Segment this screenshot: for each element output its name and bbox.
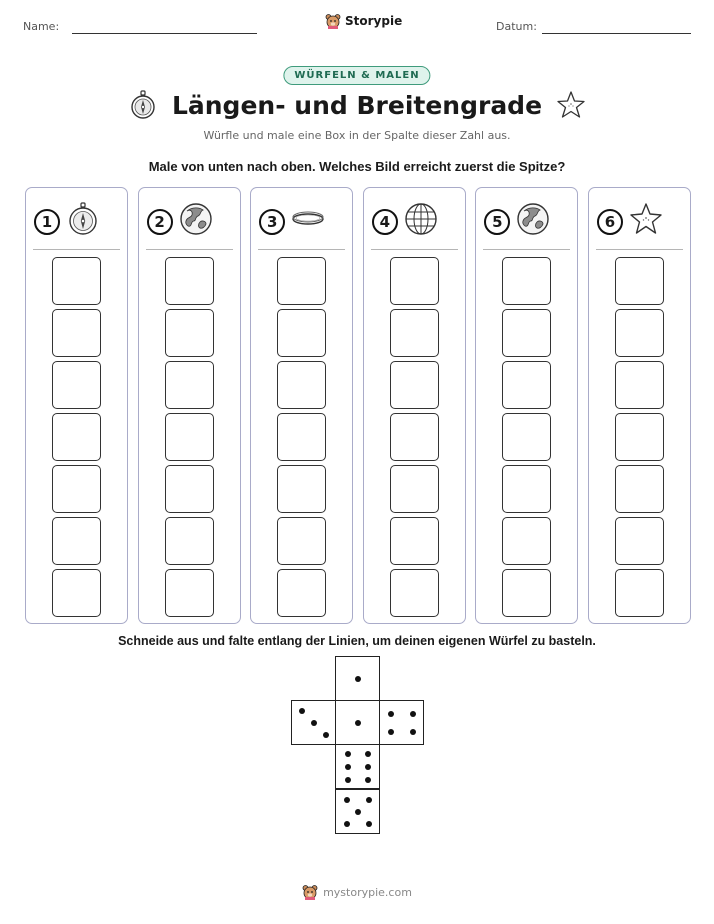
- color-box[interactable]: [52, 361, 101, 409]
- dice-pip: [345, 777, 351, 783]
- dice-pip: [345, 751, 351, 757]
- color-box[interactable]: [165, 309, 214, 357]
- earth-globe-icon: [179, 202, 213, 241]
- dice-pip: [323, 732, 329, 738]
- dice-pip: [355, 676, 361, 682]
- dice-pip: [365, 764, 371, 770]
- dice-pip: [366, 797, 372, 803]
- column-header: [372, 202, 438, 241]
- column-header: [147, 202, 213, 241]
- dice-face-1: [335, 700, 380, 745]
- color-box[interactable]: [615, 413, 664, 461]
- color-box[interactable]: [502, 413, 551, 461]
- color-box[interactable]: [52, 413, 101, 461]
- color-box[interactable]: [52, 569, 101, 617]
- compass-icon: [128, 90, 158, 120]
- column-header: [484, 202, 550, 241]
- color-box[interactable]: [52, 257, 101, 305]
- dice-pip: [344, 797, 350, 803]
- color-box[interactable]: [277, 309, 326, 357]
- color-box[interactable]: [390, 309, 439, 357]
- dice-pip: [365, 751, 371, 757]
- color-box[interactable]: [277, 257, 326, 305]
- dice-column-3: [250, 187, 353, 624]
- color-box[interactable]: [615, 257, 664, 305]
- color-box[interactable]: [390, 465, 439, 513]
- date-line[interactable]: [542, 33, 691, 34]
- color-box[interactable]: [615, 569, 664, 617]
- date-label: Datum:: [496, 20, 537, 33]
- column-number: 4: [372, 209, 398, 235]
- dice-pip: [355, 809, 361, 815]
- color-box[interactable]: [502, 257, 551, 305]
- column-number: 3: [259, 209, 285, 235]
- color-box[interactable]: [615, 517, 664, 565]
- color-box[interactable]: [502, 465, 551, 513]
- dice-pip: [366, 821, 372, 827]
- column-header: [259, 202, 325, 241]
- page-title: Längen- und Breitengrade: [171, 90, 543, 120]
- column-number: 1: [34, 209, 60, 235]
- color-box[interactable]: [502, 569, 551, 617]
- column-divider: [146, 249, 233, 250]
- subtitle: Würfle und male eine Box in der Spalte dieser Zahl aus.: [203, 129, 511, 142]
- dice-face-5: [335, 789, 380, 834]
- dice-pip: [299, 708, 305, 714]
- color-box[interactable]: [52, 309, 101, 357]
- dice-column-5: [475, 187, 578, 624]
- color-box[interactable]: [165, 361, 214, 409]
- color-box[interactable]: [615, 361, 664, 409]
- bear-mascot-icon: [325, 13, 341, 29]
- starfish-icon: [556, 90, 586, 120]
- dice-pip: [410, 729, 416, 735]
- dice-pip: [344, 821, 350, 827]
- column-number: 2: [147, 209, 173, 235]
- bear-mascot-icon: [302, 884, 318, 900]
- column-number: 6: [597, 209, 623, 235]
- color-box[interactable]: [52, 517, 101, 565]
- name-line[interactable]: [72, 33, 257, 34]
- color-box[interactable]: [502, 309, 551, 357]
- dice-column-2: [138, 187, 241, 624]
- equator-ring-icon: [291, 202, 325, 241]
- starfish-icon: [629, 202, 663, 241]
- color-box[interactable]: [277, 517, 326, 565]
- column-header: [597, 202, 663, 241]
- compass-icon: [66, 202, 100, 241]
- instruction: Male von unten nach oben. Welches Bild erreicht zuerst die Spitze?: [148, 159, 566, 174]
- name-label: Name:: [23, 20, 60, 33]
- color-box[interactable]: [390, 361, 439, 409]
- color-box[interactable]: [615, 309, 664, 357]
- color-box[interactable]: [502, 517, 551, 565]
- dice-pip: [365, 777, 371, 783]
- color-box[interactable]: [277, 361, 326, 409]
- dice-face-4: [379, 700, 424, 745]
- brand-name: Storypie: [345, 14, 403, 28]
- color-box[interactable]: [277, 465, 326, 513]
- color-box[interactable]: [502, 361, 551, 409]
- column-divider: [258, 249, 345, 250]
- dice-pip: [388, 711, 394, 717]
- color-box[interactable]: [390, 517, 439, 565]
- column-divider: [33, 249, 120, 250]
- dice-face-6: [335, 744, 380, 789]
- color-box[interactable]: [277, 413, 326, 461]
- color-box[interactable]: [615, 465, 664, 513]
- column-number: 5: [484, 209, 510, 235]
- footer-url[interactable]: mystorypie.com: [323, 885, 412, 899]
- color-box[interactable]: [390, 569, 439, 617]
- color-box[interactable]: [277, 569, 326, 617]
- color-box[interactable]: [52, 465, 101, 513]
- earth-globe-icon: [516, 202, 550, 241]
- dice-pip: [311, 720, 317, 726]
- dice-face-1: [335, 656, 380, 701]
- dice-column-1: [25, 187, 128, 624]
- dice-column-4: [363, 187, 466, 624]
- title-row: [0, 90, 714, 120]
- column-divider: [483, 249, 570, 250]
- dice-pip: [388, 729, 394, 735]
- color-box[interactable]: [390, 257, 439, 305]
- color-box[interactable]: [165, 257, 214, 305]
- brand-logo: [325, 13, 402, 29]
- color-box[interactable]: [165, 413, 214, 461]
- dice-face-3: [291, 700, 336, 745]
- color-box[interactable]: [165, 569, 214, 617]
- dice-column-6: [588, 187, 691, 624]
- dice-pip: [355, 720, 361, 726]
- cut-instruction: Schneide aus und falte entlang der Linien, um deinen eigenen Würfel zu basteln.: [118, 634, 596, 648]
- column-divider: [596, 249, 683, 250]
- dice-pip: [345, 764, 351, 770]
- dice-pip: [410, 711, 416, 717]
- footer: [0, 884, 714, 900]
- wireframe-globe-icon: [404, 202, 438, 241]
- color-box[interactable]: [165, 517, 214, 565]
- color-box[interactable]: [390, 413, 439, 461]
- column-divider: [371, 249, 458, 250]
- category-badge: WÜRFELN & MALEN: [283, 66, 430, 85]
- column-header: [34, 202, 100, 241]
- color-box[interactable]: [165, 465, 214, 513]
